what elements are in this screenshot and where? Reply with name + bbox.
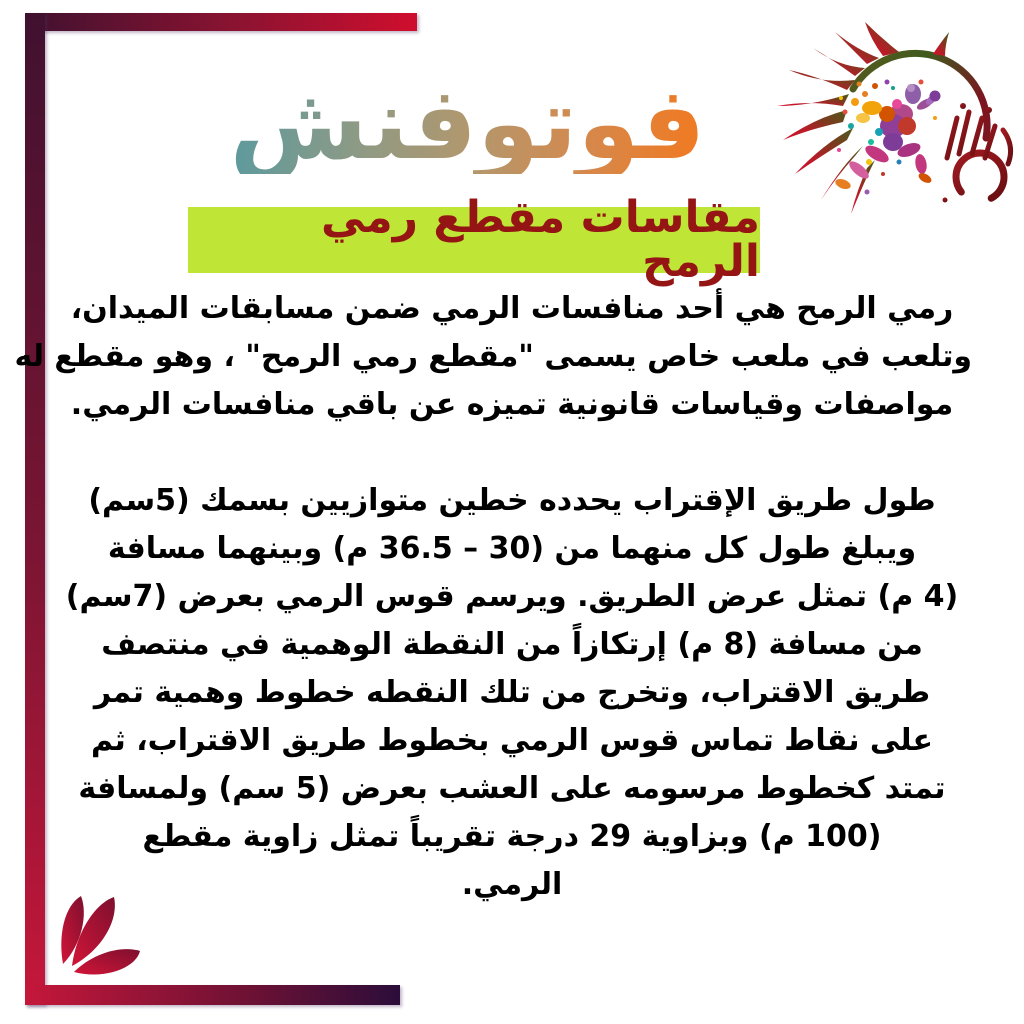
article-title: مقاسات مقطع رمي الرمح <box>321 192 760 287</box>
article-title-highlight <box>188 192 760 287</box>
border-left-bar <box>25 13 45 1005</box>
measurements-line: طول طريق الإقتراب يحدده خطين متوازيين بسمك (5سم) <box>88 483 936 518</box>
calligraphy-icon <box>943 103 1011 203</box>
measurements-line: الرمي. <box>461 867 563 902</box>
paragraph-gap <box>52 429 972 477</box>
intro-line: رمي الرمح هي أحد منافسات الرمي ضمن مسابقات الميدان، <box>70 291 954 326</box>
brand-name-text: فوتوفنش <box>229 65 706 182</box>
measurements-line: ويبلغ طول كل منهما من (30 – 36.5 م) وبينهما مسافة <box>107 531 917 566</box>
border-top-bar <box>25 13 417 31</box>
intro-line: وتلعب في ملعب خاص يسمى "مقطع رمي الرمح" ، وهو مقطع له <box>14 339 972 374</box>
measurements-line: طريق الاقتراب، وتخرج من تلك النقطه خطوط وهمية تمر <box>93 675 931 710</box>
measurements-line: من مسافة (8 م) إرتكازاً من النقطة الوهمية في منتصف <box>101 627 923 662</box>
brand-wordmark <box>190 38 745 210</box>
runner-logo <box>775 22 1015 217</box>
runner-figure-icon <box>834 84 941 191</box>
measurements-line: على نقاط تماس قوس الرمي بخطوط طريق الاقتراب، ثم <box>90 723 934 758</box>
intro-line: مواصفات وقياسات قانونية تميزه عن باقي منافسات الرمي. <box>70 387 954 422</box>
measurements-line: تمتد كخطوط مرسومه على العشب بعرض (5 سم) ولمسافة <box>78 771 946 806</box>
measurements-line: (100 م) وبزاوية 29 درجة تقريباً تمثل زاوية مقطع <box>142 819 882 854</box>
border-bottom-bar <box>25 985 400 1005</box>
article-body <box>14 285 972 909</box>
measurements-line: (4 م) تمثل عرض الطريق. ويرسم قوس الرمي بعرض (7سم) <box>65 579 959 614</box>
